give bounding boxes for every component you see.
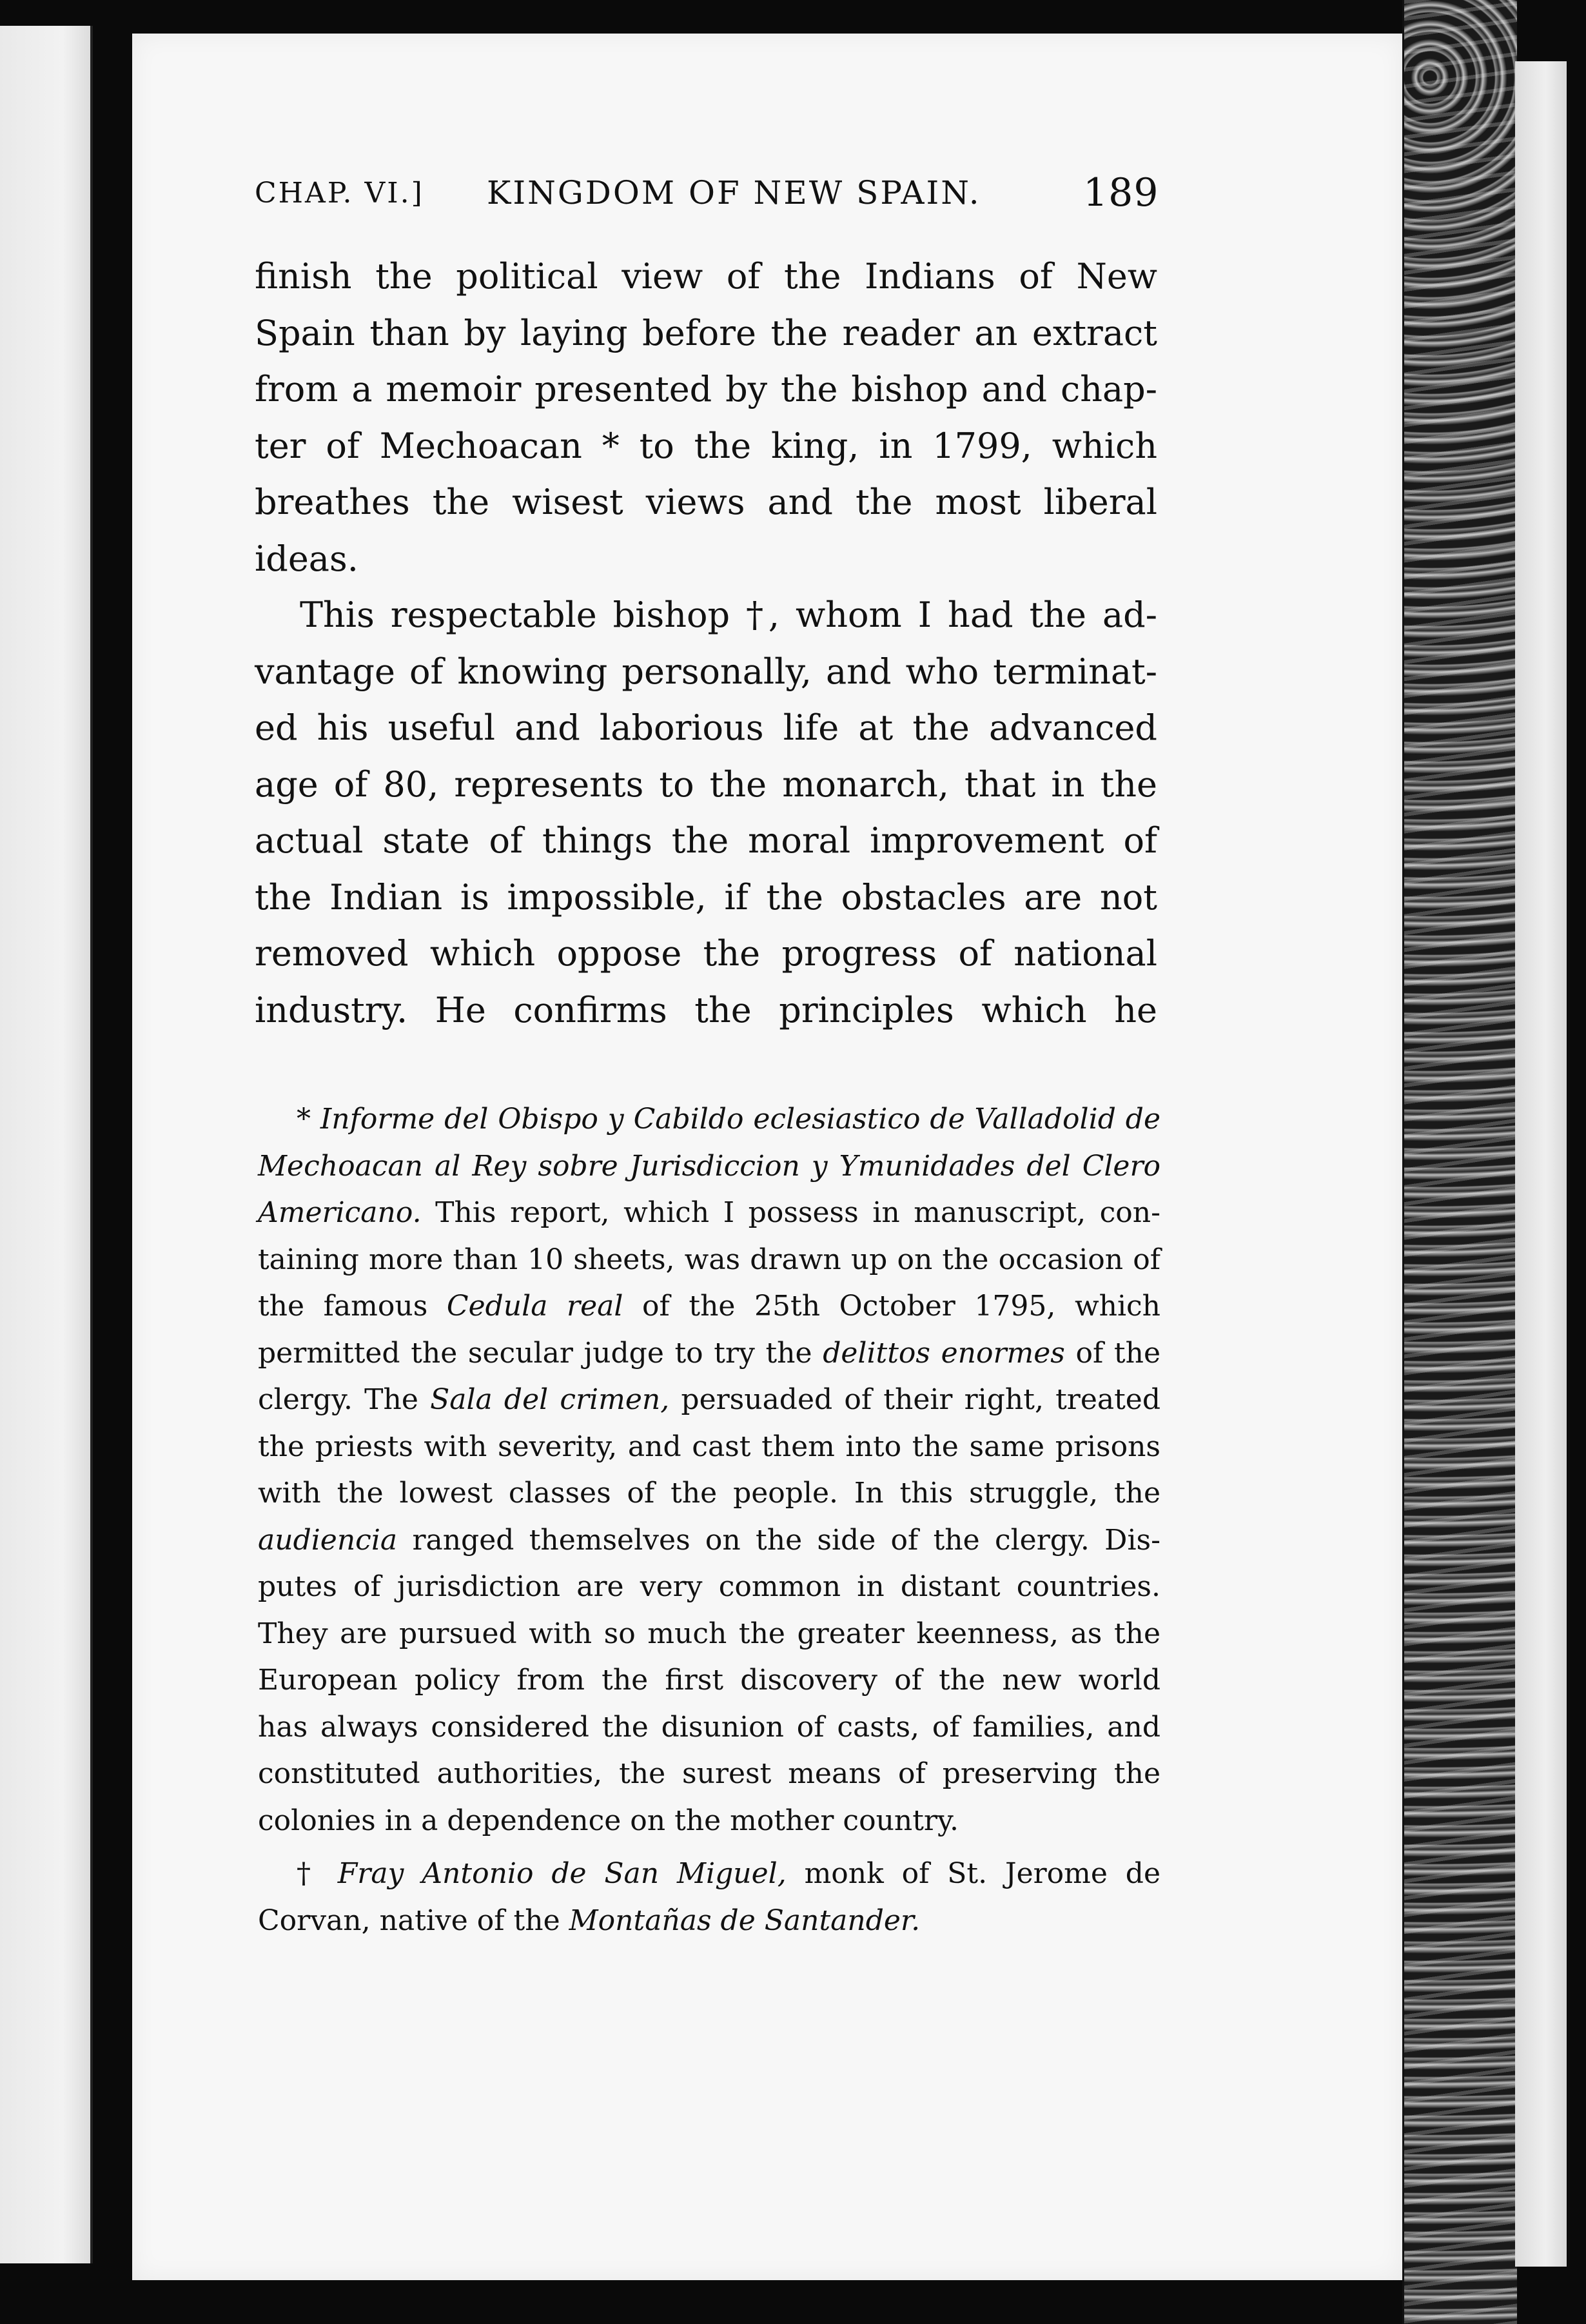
footnote-text: monk of St. Jerome de xyxy=(804,1857,1160,1890)
footnote-line xyxy=(258,1096,1160,1143)
footnote-marker: * xyxy=(297,1103,311,1136)
text-line: industry. He confirms the principles which he xyxy=(255,989,1157,1030)
footnote-line xyxy=(258,1330,1160,1377)
text-line: This respectable bishop †, whom I had the ad- xyxy=(300,595,1157,635)
footnote-line: constituted authorities, the surest means of preserving the xyxy=(258,1757,1160,1790)
footnote-line: European policy from the first discovery of the new world xyxy=(258,1664,1160,1697)
footnote-italic: delittos enormes xyxy=(823,1336,1065,1370)
footnote-line: has always considered the disunion of casts, of families, and xyxy=(258,1710,1160,1744)
text-line: ideas. xyxy=(255,538,358,579)
footnote-title: Mechoacan al Rey sobre Jurisdiccion y Ymunidades del Clero xyxy=(258,1149,1160,1183)
text-line: breathes the wisest views and the most liberal xyxy=(255,482,1157,522)
text-line: ter of Mechoacan * to the king, in 1799, which xyxy=(255,425,1157,466)
next-page-edge xyxy=(1515,61,1567,2267)
footnote-line: They are pursued with so much the greater keenness, as the xyxy=(258,1617,1160,1650)
marbled-page-edge xyxy=(1402,0,1517,2324)
footnote-marker: † xyxy=(297,1857,320,1890)
text-line: finish the political view of the Indians of New xyxy=(255,256,1157,297)
text-line: the Indian is impossible, if the obstacles are not xyxy=(255,876,1157,918)
text-line: actual state of things the moral improvement of xyxy=(255,820,1157,861)
running-title: KINGDOM OF NEW SPAIN. xyxy=(487,174,981,212)
footnote-text: of the xyxy=(1075,1336,1160,1370)
previous-page-edge xyxy=(0,26,93,2263)
footnote-line xyxy=(258,1517,1160,1564)
footnote-line xyxy=(258,1283,1160,1330)
text-line: removed which oppose the progress of national xyxy=(255,933,1157,974)
text-line: vantage of knowing personally, and who terminat- xyxy=(255,651,1157,692)
footnote-line: taining more than 10 sheets, was drawn up on the occasion of xyxy=(258,1243,1160,1276)
text-line: Spain than by laying before the reader an extract xyxy=(255,312,1157,353)
footnote-text: ranged themselves on the side of the clergy. Dis- xyxy=(412,1523,1160,1557)
footnote-italic: Sala del crimen, xyxy=(430,1383,670,1416)
text-line: ed his useful and laborious life at the advanced xyxy=(255,707,1157,748)
footnote-text: of the 25th October 1795, which xyxy=(642,1290,1160,1323)
footnote-line: with the lowest classes of the people. In this struggle, the xyxy=(258,1477,1160,1510)
footnote-text: the famous xyxy=(258,1290,428,1323)
footnote-text: permitted the secular judge to try the xyxy=(258,1336,812,1370)
footnote-text: Corvan, native of the xyxy=(258,1904,560,1937)
footnote-italic: Cedula real xyxy=(446,1290,623,1323)
footnote-text: This report, which I possess in manuscript, con- xyxy=(435,1196,1160,1229)
footnote-italic: audiencia xyxy=(258,1523,398,1557)
footnote-line xyxy=(258,1143,1160,1190)
footnote-line: putes of jurisdiction are very common in distant countries. xyxy=(258,1570,1160,1603)
footnote-title: Informe del Obispo y Cabildo eclesiastico de Valladolid de xyxy=(320,1103,1160,1136)
page-number: 189 xyxy=(1083,170,1159,215)
footnote-line xyxy=(258,1898,1160,1945)
footnote-title: Americano. xyxy=(258,1196,422,1229)
footnote-line: the priests with severity, and cast them into the same prisons xyxy=(258,1430,1160,1463)
text-line: from a memoir presented by the bishop and chap- xyxy=(255,369,1157,409)
footnote-italic: Montañas de Santander. xyxy=(569,1904,921,1937)
footnote-italic: Fray Antonio de San Miguel, xyxy=(337,1857,787,1890)
footnote-line xyxy=(258,1851,1160,1898)
footnote-text: clergy. The xyxy=(258,1383,418,1416)
text-line: age of 80, represents to the monarch, that in the xyxy=(255,763,1157,805)
chapter-label: CHAP. VI.] xyxy=(255,177,424,210)
main-text xyxy=(255,248,1157,1038)
running-head xyxy=(255,170,1159,226)
footnote-line xyxy=(258,1377,1160,1424)
footnote-text: persuaded of their right, treated xyxy=(681,1383,1160,1416)
footnote-line xyxy=(258,1190,1160,1237)
footnote-line: colonies in a dependence on the mother country. xyxy=(258,1804,959,1837)
footnotes xyxy=(258,1096,1160,1944)
